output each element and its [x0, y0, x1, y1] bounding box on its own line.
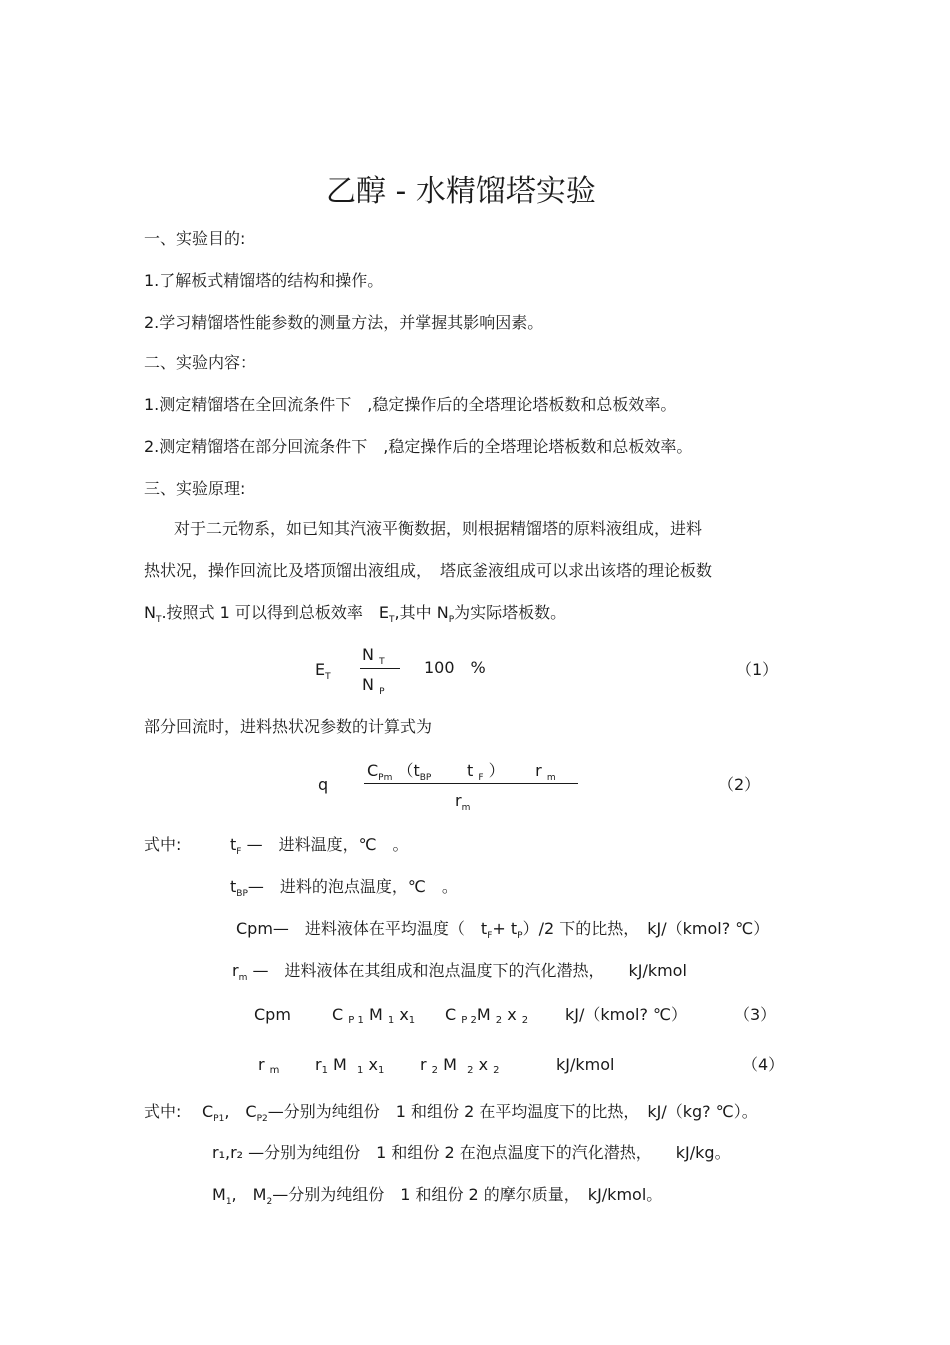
eq4-term-2: r 2 M 2 x 2	[420, 1055, 500, 1076]
page-title: 乙醇 - 水精馏塔实验	[326, 174, 596, 209]
def-tf: $t_F$ — 进料温度，℃ 。	[230, 835, 409, 857]
eq4-number: （4）	[742, 1055, 785, 1074]
eq2-numerator: $C_{Pm}$ （$t_{BP}$ t $_F$ ） r $_m$	[367, 761, 556, 783]
principle-paragraph-line-2: 热状况，操作回流比及塔顶馏出液组成， 塔底釜液组成可以求出该塔的理论板数	[144, 561, 713, 580]
eq2-number: （2）	[718, 775, 761, 794]
principle-heading: 三、实验原理:	[144, 479, 246, 498]
eq3-lhs: Cpm	[254, 1005, 291, 1024]
content-heading: 二、实验内容：	[144, 353, 257, 372]
definitions-label: 式中:	[144, 835, 182, 854]
content-item-1: 1.测定精馏塔在全回流条件下 ,稳定操作后的全塔理论塔板数和总板效率。	[144, 395, 677, 414]
eq1-number: （1）	[736, 660, 779, 679]
purpose-heading: 一、实验目的:	[144, 229, 246, 248]
def-cpm: Cpm— 进料液体在平均温度（ $t_F+ t_P)/2$ 下的比热， kJ/（kmol? ℃）	[236, 919, 770, 941]
eq4-lhs: r m	[258, 1055, 280, 1076]
eq3-unit: kJ/（kmol? ℃）	[565, 1005, 688, 1024]
def-rm: $r_m$ — 进料液体在其组成和泡点温度下的汽化潜热， kJ/kmol	[232, 961, 687, 983]
def-tbp: $t_{BP}—$ 进料的泡点温度，℃ 。	[230, 877, 458, 899]
definitions-2-label: 式中:	[144, 1102, 182, 1121]
eq3-number: （3）	[734, 1005, 777, 1024]
def-cp: $C_{P1}$, $C_{P2}—$分别为纯组份 1 和组份 2 在平均温度下的比热， kJ/（kg? ℃）。	[202, 1102, 758, 1124]
eq1-numerator: N $_T$	[362, 645, 385, 667]
eq3-term-2: C P 2M 2 x 2	[445, 1005, 529, 1026]
eq1-denominator: N $_P$	[362, 675, 385, 697]
content-item-2: 2.测定精馏塔在部分回流条件下 ,稳定操作后的全塔理论塔板数和总板效率。	[144, 437, 693, 456]
def-m: $M_1$, $M_2—$分别为纯组份 1 和组份 2 的摩尔质量， kJ/kmol。	[212, 1185, 663, 1207]
eq2-lhs: q	[318, 775, 329, 794]
purpose-item-1: 1.了解板式精馏塔的结构和操作。	[144, 271, 384, 290]
eq4-term-1: r1 M 1 x1	[315, 1055, 385, 1076]
eq1-lhs: $E_T$	[315, 660, 331, 682]
purpose-item-2: 2.学习精馏塔性能参数的测量方法，并掌握其影响因素。	[144, 313, 544, 332]
principle-paragraph-line-1: 对于二元物系，如已知其汽液平衡数据，则根据精馏塔的原料液组成，进料	[174, 519, 703, 538]
eq3-term-1: C P 1 M 1 x1	[332, 1005, 416, 1026]
principle-paragraph-line-3: $N_T$.按照式 1 可以得到总板效率 $E_T$,其中 $N_P$为实际塔板数。	[144, 603, 567, 625]
eq1-factor: 100 %	[424, 658, 486, 677]
eq1-fraction-bar	[360, 668, 400, 669]
eq4-unit: kJ/kmol	[556, 1055, 615, 1074]
partial-reflux-text: 部分回流时，进料热状况参数的计算式为	[144, 717, 433, 736]
eq2-fraction-bar	[364, 783, 578, 784]
eq2-denominator: $r_m$	[455, 791, 471, 813]
def-r: r₁,r₂ —分别为纯组份 1 和组份 2 在泡点温度下的汽化潜热， kJ/kg。	[212, 1143, 731, 1162]
